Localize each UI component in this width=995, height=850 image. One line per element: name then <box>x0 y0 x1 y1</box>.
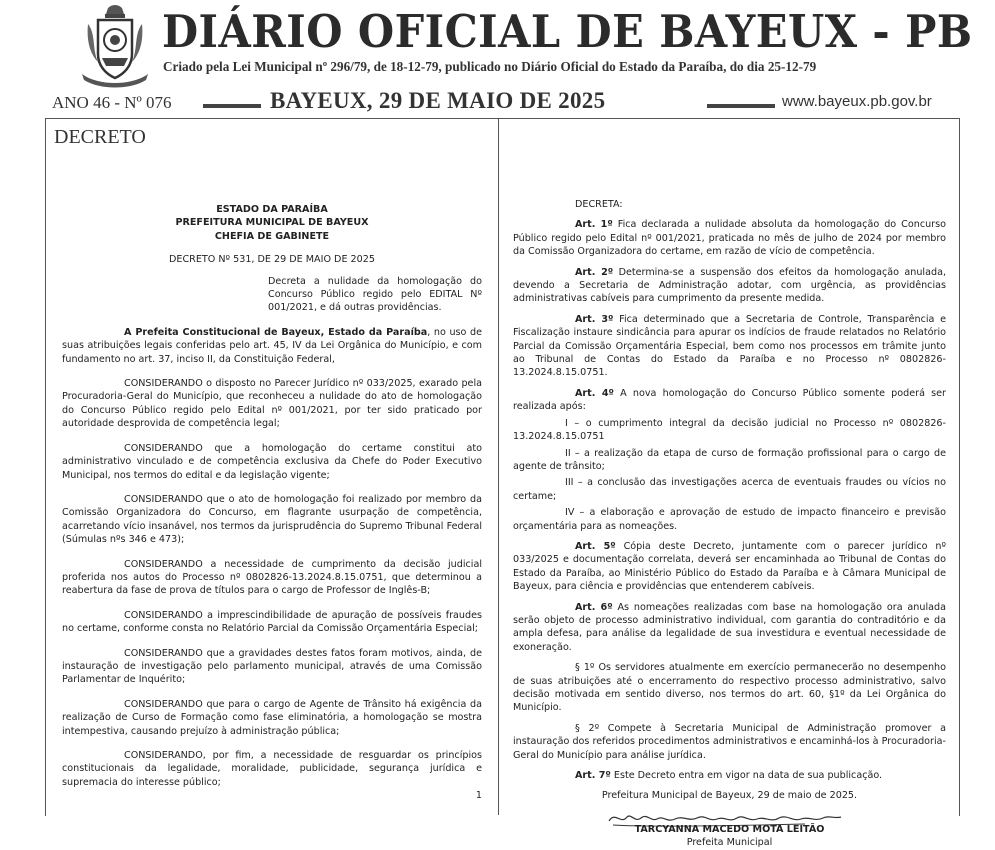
signatory-name: TARCYANNA MACEDO MOTA LEITÃO <box>634 823 825 835</box>
considerando-paragraph: CONSIDERANDO o disposto no Parecer Jurídico nº 033/2025, exarado pela Procuradoria-Geral do Município, que reconheceu a nulidade do ato de homologação do Concurso Público regido pelo Edital nº 001/2021, por ter sido praticado por autoridade desprovida de competência legal; <box>62 378 482 430</box>
office-header: CHEFIA DE GABINETE <box>214 230 330 242</box>
state-header: ESTADO DA PARAÍBA <box>216 204 328 215</box>
considerando-paragraph: CONSIDERANDO a imprescindibilidade de apuração de possíveis fraudes no certame, conforme consta no Relatório Parcial da Comissão Orçamentária Especial; <box>62 609 482 635</box>
article-4-item: III – a conclusão das investigações acerca de eventuais fraudes ou vícios no certame; <box>513 477 946 502</box>
intro-paragraph <box>62 326 482 366</box>
article-label: Art. 4º <box>575 387 614 399</box>
article-4-item: I – o cumprimento integral da decisão judicial no Processo nº 0802826-13.2024.8.15.0751 <box>513 417 946 443</box>
considerando-paragraph: CONSIDERANDO que a homologação do certame constitui ato administrativo vinculado e de competência exclusiva da Chefe do Poder Executivo Municipal, nos termos do edital e da legislação vigente; <box>62 442 482 481</box>
article-label: Art. 7º <box>575 770 611 782</box>
website-url: www.bayeux.pb.gov.br <box>782 93 932 110</box>
considerando-paragraph: CONSIDERANDO, por fim, a necessidade de resguardar os princípios constitucionais da legalidade, moralidade, publicidade, segurança jurídica e supremacia do interesse público; <box>62 750 482 788</box>
article-text: Fica determinado que a Secretaria de Controle, Transparência e Fiscalização instaure sindicância para apurar os indícios de fraude relatados no Relatório Parcial da Comissão Orçamentária Especial, bem como nos processos em trâmite junto ao Tribunal de Contas do Estado da Paraíba e no Processo nº 0802826-13.2024.8.15.0751. <box>513 313 946 379</box>
prefecture-header: PREFEITURA MUNICIPAL DE BAYEUX <box>175 217 369 229</box>
article-7 <box>513 769 946 782</box>
article-1 <box>513 218 946 258</box>
article-text: As nomeações realizadas com base na homologação ora anulada serão objeto de processo administrativo individual, com garantia do contraditório e da ampla defesa, para análise da legalidade de sua investidura e eventual necessidade de exoneração. <box>513 601 946 653</box>
article-text: Cópia deste Decreto, juntamente com o parecer jurídico nº 033/2025 e documentação correlata, deverá ser encaminhada ao Tribunal de Contas do Estado da Paraíba, ao Ministério Público do Estado da Paraíba e à Câmara Municipal de Bayeux, para ciência e providências que entenderem cabíveis. <box>513 540 946 593</box>
article-2 <box>513 266 946 306</box>
article-label: Art. 3º <box>575 313 614 325</box>
newspaper-title: DIÁRIO OFICIAL DE BAYEUX - PB <box>162 5 973 58</box>
paragraph-2: § 2º Compete à Secretaria Municipal de Administração promover a instauração dos referidos procedimentos administrativos e encaminhá-los à Procuradoria-Geral do Município para análise jurídica. <box>513 722 946 761</box>
considerando-paragraph: CONSIDERANDO a necessidade de cumprimento da decisão judicial proferida nos autos do Processo nº 0802826-13.2024.8.15.0751, que determinou a reabertura da fase de prova de títulos para o cargo de Professor de Inglês-B; <box>62 558 482 597</box>
article-5 <box>513 540 946 594</box>
article-3 <box>513 313 946 380</box>
intro-text: , no uso de suas atribuições legais conferidas pelo art. 45, IV da Lei Orgânica do Município, e com fundamento no art. 37, inciso II, da Constituição Federal, <box>62 326 482 365</box>
signatory-role: Prefeita Municipal <box>686 837 773 849</box>
article-6 <box>513 601 946 655</box>
signature-date: Prefeitura Municipal de Bayeux, 29 de maio de 2025. <box>601 790 858 802</box>
considerando-paragraph: CONSIDERANDO que a gravidades destes fatos foram motivos, ainda, de instauração de investigação pelo parlamento municipal, através de uma Comissão Parlamentar de Inquérito; <box>62 647 482 686</box>
separator-rule <box>203 104 261 108</box>
decree-left-column <box>62 203 482 801</box>
article-text: A nova homologação do Concurso Público somente poderá ser realizada após: <box>513 387 946 413</box>
article-text: Este Decreto entra em vigor na data de sua publicação. <box>610 770 883 782</box>
article-4-item: II – a realização da etapa de curso de formação profissional para o cargo de agente de trânsito; <box>513 447 946 472</box>
intro-lead: A Prefeita Constitucional de Bayeux, Estado da Paraíba <box>124 326 428 338</box>
article-label: Art. 1º <box>575 219 613 231</box>
decreta-heading: DECRETA: <box>575 199 623 210</box>
decree-summary: Decreta a nulidade da homologação do Concurso Público regido pelo EDITAL Nº 001/2021, e dá outras providências. <box>268 275 482 314</box>
decree-number: DECRETO Nº 531, DE 29 DE MAIO DE 2025 <box>169 254 375 266</box>
article-label: Art. 6º <box>575 601 613 613</box>
edition-number: ANO 46 - Nº 076 <box>52 93 172 112</box>
article-label: Art. 2º <box>575 266 614 278</box>
publication-dateline: BAYEUX, 29 DE MAIO DE 2025 <box>270 88 606 113</box>
considerando-paragraph: CONSIDERANDO que para o cargo de Agente de Trânsito há exigência da realização de Curso de Formação como fase eliminatória, a homologação se mostra intempestiva, causando prejuízo à administração pública; <box>62 698 482 737</box>
page-number: 1 <box>475 790 482 801</box>
article-4-item: IV – a elaboração e aprovação de estudo de impacto financeiro e previsão orçamentária para as nomeações. <box>513 507 946 532</box>
paragraph-1: § 1º Os servidores atualmente em exercício permanecerão no desempenho de suas atribuições até o encerramento do respectivo processo administrativo, salvo decisão motivada em sentido diverso, nos termos do art. 60, §1º da Lei Orgânica do Município. <box>513 662 946 714</box>
municipal-crest-logo <box>78 4 152 90</box>
section-label: DECRETO <box>54 126 146 148</box>
newspaper-subtitle: Criado pela Lei Municipal nº 296/79, de 18-12-79, publicado no Diário Oficial do Estado da Paraíba, do dia 25-12-79 <box>163 59 817 74</box>
masthead <box>0 0 995 118</box>
article-text: Determina-se a suspensão dos efeitos da homologação anulada, devendo a Secretaria de Administração adotar, com urgência, as providências administrativas cabíveis para cumprimento da presente medida. <box>513 266 946 305</box>
separator-rule <box>707 104 775 108</box>
decree-right-column <box>513 198 946 850</box>
article-label: Art. 5º <box>575 540 616 552</box>
considerando-paragraph: CONSIDERANDO que o ato de homologação foi realizado por membro da Comissão Organizadora do Concurso, em flagrante usurpação de competência, acarretando vício insanável, nos termos da jurisprudência do Supremo Tribunal Federal (Súmulas nºs 346 e 473); <box>62 493 482 546</box>
column-divider <box>498 118 499 815</box>
article-4 <box>513 387 946 414</box>
article-text: Fica declarada a nulidade absoluta da homologação do Concurso Público regido pelo Edital nº 001/2021, praticada no mês de julho de 2024 por membro da Comissão Organizadora do certame, em razão de vício de competência. <box>513 219 946 258</box>
